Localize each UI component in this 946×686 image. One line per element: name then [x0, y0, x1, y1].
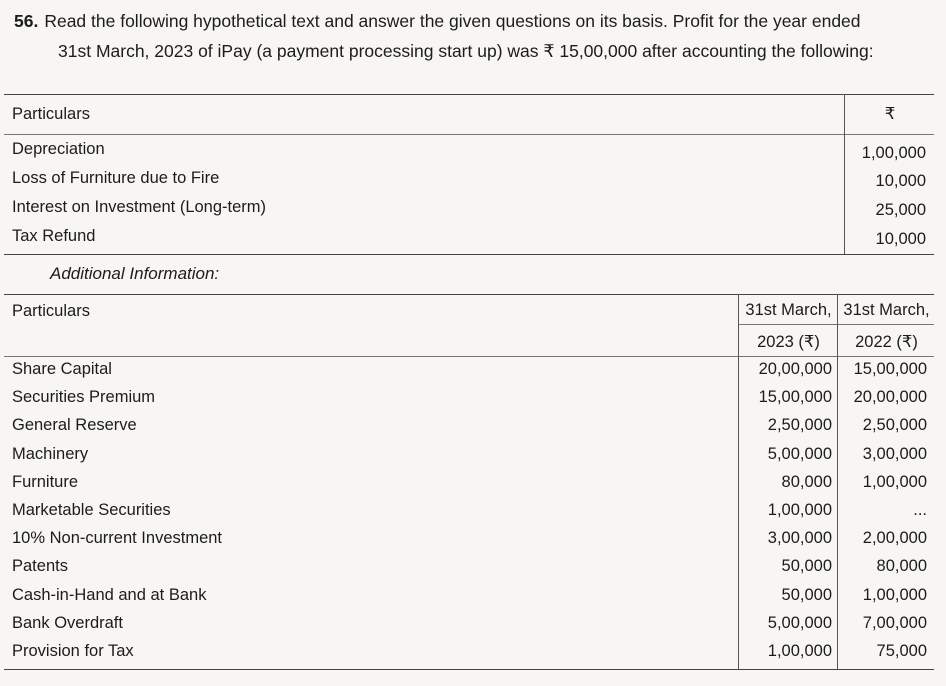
table-rule [4, 254, 934, 255]
table-row-particular: Machinery [12, 445, 89, 463]
header-2022-line2: 2022 (₹) [855, 333, 918, 351]
table-row-particular: Interest on Investment (Long-term) [12, 198, 267, 216]
table-row-value-2023: 5,00,000 [767, 614, 832, 632]
table-row-value-2022: 75,000 [876, 642, 927, 660]
question-number: 56. [14, 11, 39, 31]
table-rule [4, 669, 934, 670]
column-divider [844, 94, 845, 254]
table-row-value-2023: 2,50,000 [767, 416, 832, 434]
question-text [14, 6, 934, 66]
table-row-value-2022: 15,00,000 [853, 360, 927, 378]
table-row-particular: Furniture [12, 473, 79, 491]
question-line-1 [14, 6, 934, 36]
header-2022-line1: 31st March, [843, 301, 930, 319]
question-line-1-text: Read the following hypothetical text and answer the given questions on its basis. Profit for the year ended [44, 11, 861, 31]
table-row-value-2022: ... [913, 501, 927, 519]
table-rule [4, 294, 934, 295]
table-row-particular: Bank Overdraft [12, 614, 123, 632]
table-row-particular: 10% Non-current Investment [12, 529, 223, 547]
additional-info-heading: Additional Information: [50, 264, 220, 283]
table-row-particular: Marketable Securities [12, 501, 171, 519]
table-row-particular: Patents [12, 557, 68, 575]
table-row-value-2022: 1,00,000 [862, 473, 927, 491]
balances-table [4, 294, 934, 674]
table-row-particular: Securities Premium [12, 388, 156, 406]
table-row-value-2023: 20,00,000 [758, 360, 832, 378]
table-row-value-2022: 2,00,000 [862, 529, 927, 547]
table-row-particular: Loss of Furniture due to Fire [12, 169, 220, 187]
table-row-value-2023: 3,00,000 [767, 529, 832, 547]
table-row-value-2022: 3,00,000 [862, 445, 927, 463]
table-row-value-2022: 1,00,000 [862, 586, 927, 604]
header-rupee: ₹ [884, 105, 896, 123]
table-row-amount: 10,000 [875, 230, 926, 248]
table-row-particular: Provision for Tax [12, 642, 134, 660]
table-row-value-2023: 5,00,000 [767, 445, 832, 463]
column-divider [738, 294, 739, 669]
table-row-particular: Tax Refund [12, 227, 96, 245]
table-row-value-2023: 15,00,000 [758, 388, 832, 406]
table-row-value-2023: 1,00,000 [767, 501, 832, 519]
column-divider [837, 294, 838, 669]
header-particulars: Particulars [12, 302, 90, 320]
table-row-particular: Cash-in-Hand and at Bank [12, 586, 207, 604]
table-row-value-2022: 7,00,000 [862, 614, 927, 632]
table-row-particular: General Reserve [12, 416, 137, 434]
table-row-amount: 10,000 [875, 172, 926, 190]
table-row-value-2022: 80,000 [876, 557, 927, 575]
table-row-value-2023: 80,000 [781, 473, 832, 491]
table-rule [4, 94, 934, 95]
header-2023-line1: 31st March, [745, 301, 832, 319]
header-2023-line2: 2023 (₹) [757, 333, 820, 351]
table-row-amount: 25,000 [875, 201, 926, 219]
question-line-2: 31st March, 2023 of iPay (a payment processing start up) was ₹ 15,00,000 after accounting the following: [58, 41, 874, 61]
header-particulars: Particulars [12, 105, 90, 123]
table-row-value-2022: 20,00,000 [853, 388, 927, 406]
table-row-value-2023: 50,000 [781, 586, 832, 604]
table-rule [4, 134, 934, 135]
table-row-amount: 1,00,000 [861, 144, 926, 162]
table-row-particular: Depreciation [12, 140, 105, 158]
table-row-particular: Share Capital [12, 360, 112, 378]
table-row-value-2023: 1,00,000 [767, 642, 832, 660]
table-row-value-2022: 2,50,000 [862, 416, 927, 434]
table-rule [4, 356, 934, 357]
table-row-value-2023: 50,000 [781, 557, 832, 575]
adjustments-table [4, 94, 934, 256]
